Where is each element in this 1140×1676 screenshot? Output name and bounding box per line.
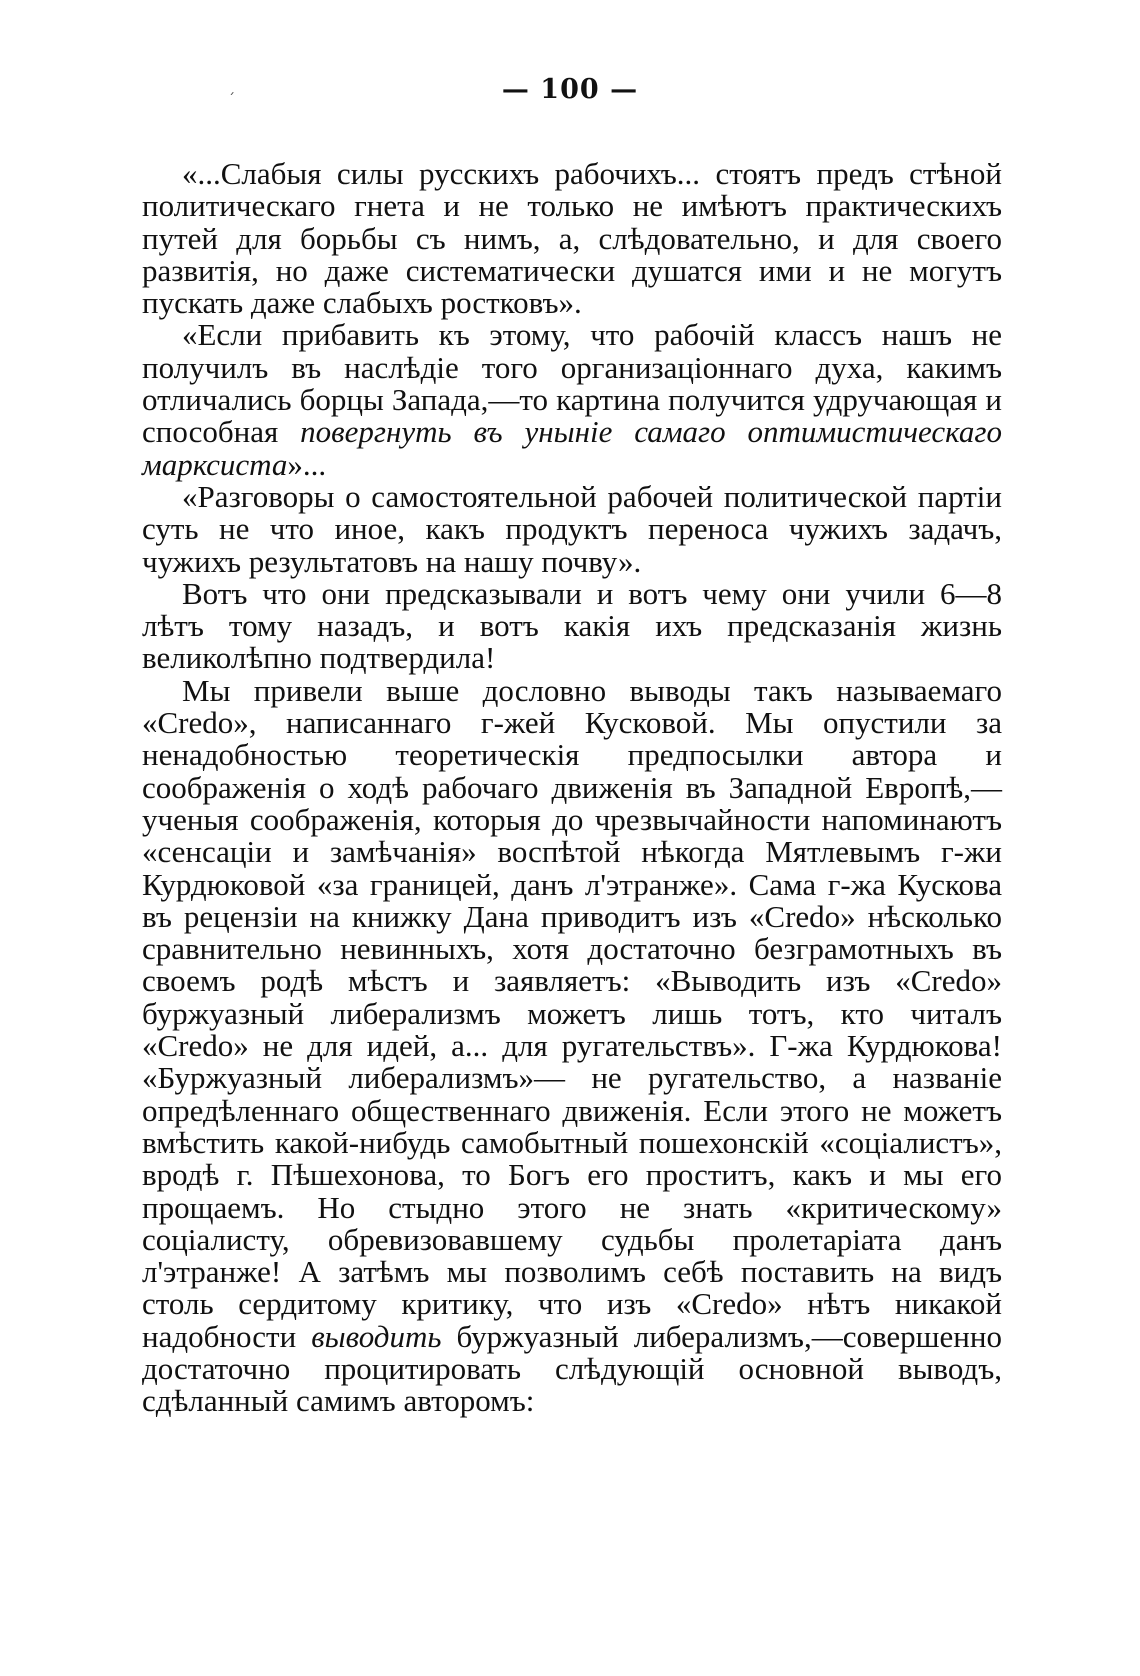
paragraph-predictions: Вотъ что они предсказывали и вотъ чему они учили 6—8 лѣтъ тому назадъ, и вотъ какія ихъ предсказанія жизнь великолѣпно подтвердила! bbox=[142, 575, 1002, 676]
paragraph-quote-1: «...Слабыя силы русскихъ рабочихъ... стоятъ предъ стѣной политическаго гнета и не только не имѣютъ практическихъ путей для борьбы съ нимъ, а, слѣдовательно, и для своего развитія, но даже систематически душатся ими и не могутъ пускать даже слабыхъ ростковъ». bbox=[142, 156, 1002, 321]
paragraph-credo-discussion: Мы привели выше дословно выводы такъ называемаго «Credo», написаннаго г-жей Кусковой. Мы опустили за ненадобностью теоретическія предпосылки автора и соображенія о ходѣ рабочаго движенія въ Западной Европѣ,—ученыя соображенія, которыя до чрезвычайности напоминаютъ «сенсаціи и замѣчанія» воспѣтой нѣкогда Мятлевымъ г-жи Курдюковой «за границей, данъ л'этранже». Сама г-жа Кускова въ рецензіи на книжку Дана приводитъ изъ «Credo» нѣсколько сравнительно невинныхъ, хотя достаточно безграмотныхъ въ своемъ родѣ мѣстъ и заявляетъ: «Выводить изъ «Credo» буржуазный либерализмъ можетъ лишь тотъ, кто читалъ «Credo» не для идей, а... для ругательствъ». Г-жа Курдюкова! «Буржуазный либерализмъ»— не ругательство, а названіе опредѣленнаго общественнаго движенія. Если этого не можетъ вмѣстить какой-нибудь самобытный пошехонскій «соціалистъ», вродѣ г. Пѣшехонова, то Богъ его проститъ, какъ и мы его прощаемъ. Но стыдно этого не знать «критическому» соціалисту, обревизовавшему судьбы пролетаріата данъ л'этранже! А затѣмъ мы позволимъ себѣ поставить на видъ столь сердитому критику, что изъ «Credo» нѣтъ никакой надобности выводить буржуазный либерализмъ,—совершенно достаточно процитировать слѣдующій основной выводъ, сдѣланный самимъ авторомъ: bbox=[142, 672, 1002, 1419]
italic-word: выводить bbox=[311, 1318, 442, 1354]
paragraph-quote-3: «Разговоры о самостоятельной рабочей политической партіи суть не что иное, какъ продуктъ переноса чужихъ задачъ, чужихъ результатовъ на нашу почву». bbox=[142, 478, 1002, 579]
scan-speck: ˊ bbox=[228, 92, 235, 108]
italic-phrase: повергнуть въ уныніе самаго оптимистическаго марксиста bbox=[142, 414, 1002, 482]
paragraph-quote-2: «Если прибавить къ этому, что рабочій классъ нашъ не получилъ въ наслѣдіе того организаціоннаго духа, какимъ отличались борцы Запада,—то картина получится удручающая и способная повергнуть въ уныніе самаго оптимистическаго марксиста»... bbox=[142, 317, 1002, 482]
page-number: — 100 — bbox=[501, 74, 639, 105]
body-text bbox=[142, 158, 1002, 1418]
